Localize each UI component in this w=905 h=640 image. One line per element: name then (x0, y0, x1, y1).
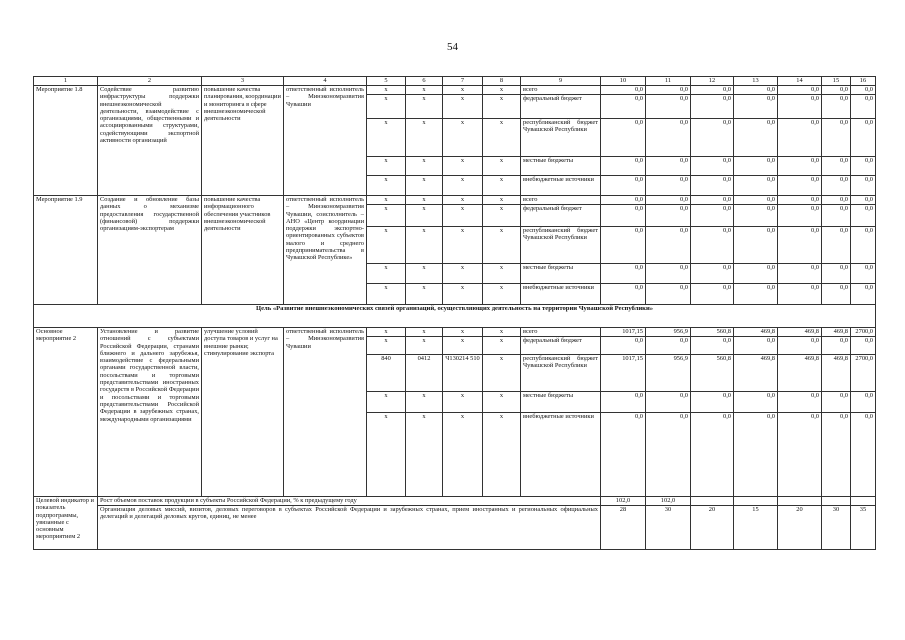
year-value: 0,0 (778, 157, 822, 176)
goal-row (34, 305, 876, 328)
grbs-code: x (367, 284, 406, 305)
funding-source: всего (521, 86, 601, 95)
expense-type-code: x (483, 157, 521, 176)
section-code: x (406, 264, 443, 284)
col-header: 4 (284, 77, 367, 86)
year-value: 1017,15 (601, 355, 646, 392)
year-value: 0,0 (778, 392, 822, 413)
target-article-code: x (443, 392, 483, 413)
year-value: 0,0 (646, 95, 691, 119)
funding-source: внебюджетные источники (521, 176, 601, 196)
year-value: 0,0 (691, 264, 734, 284)
funding-source: местные бюджеты (521, 157, 601, 176)
indicator-value: 20 (691, 506, 734, 550)
indicator-value: 35 (851, 506, 876, 550)
year-value: 0,0 (646, 284, 691, 305)
target-article-code: x (443, 119, 483, 157)
year-value: 1017,15 (601, 328, 646, 337)
year-value: 0,0 (851, 205, 876, 227)
col-header: 13 (734, 77, 778, 86)
year-value: 469,8 (734, 328, 778, 337)
column-number-row (34, 77, 876, 86)
year-value: 0,0 (601, 119, 646, 157)
grbs-code: x (367, 264, 406, 284)
year-value: 0,0 (822, 86, 851, 95)
expense-type-code: x (483, 196, 521, 205)
year-value: 0,0 (646, 337, 691, 355)
year-value: 0,0 (601, 176, 646, 196)
funding-source: всего (521, 328, 601, 337)
funding-source: внебюджетные источники (521, 284, 601, 305)
col-header: 2 (98, 77, 202, 86)
year-value: 0,0 (778, 95, 822, 119)
year-value: 956,9 (646, 355, 691, 392)
year-value: 0,0 (851, 95, 876, 119)
year-value: 0,0 (601, 284, 646, 305)
activity-code: Основное мероприятие 2 (34, 328, 98, 497)
grbs-code: x (367, 413, 406, 497)
year-value: 0,0 (691, 284, 734, 305)
year-value: 0,0 (691, 392, 734, 413)
expense-type-code: x (483, 227, 521, 264)
section-code: x (406, 392, 443, 413)
target-article-code: x (443, 205, 483, 227)
funding-source: местные бюджеты (521, 392, 601, 413)
year-value: 0,0 (822, 95, 851, 119)
year-value: 0,0 (851, 176, 876, 196)
grbs-code: 840 (367, 355, 406, 392)
col-header: 6 (406, 77, 443, 86)
activity-code: Мероприятие 1.8 (34, 86, 98, 196)
funding-source: внебюджетные источники (521, 413, 601, 497)
target-article-code: x (443, 264, 483, 284)
year-value: 0,0 (646, 264, 691, 284)
year-value: 0,0 (851, 86, 876, 95)
indicator-value: 30 (822, 506, 851, 550)
indicator-value: 28 (601, 506, 646, 550)
section-code: x (406, 227, 443, 264)
funding-source: республиканский бюджет Чувашской Республики (521, 355, 601, 392)
col-header: 1 (34, 77, 98, 86)
year-value: 469,8 (822, 355, 851, 392)
year-value: 560,8 (691, 355, 734, 392)
activity-name: Создание и обновление базы данных о механизме предоставления государственной (финансовой) поддержки организациям-экспортерам (98, 196, 202, 305)
funding-source: республиканский бюджет Чувашской Республики (521, 227, 601, 264)
section-code: x (406, 157, 443, 176)
year-value: 0,0 (822, 227, 851, 264)
year-value: 0,0 (601, 157, 646, 176)
indicator-value: 102,0 (601, 497, 646, 506)
funding-source: федеральный бюджет (521, 205, 601, 227)
year-value: 0,0 (646, 392, 691, 413)
indicator-value (778, 497, 822, 506)
grbs-code: x (367, 86, 406, 95)
section-code: x (406, 196, 443, 205)
grbs-code: x (367, 337, 406, 355)
year-value: 0,0 (601, 205, 646, 227)
section-code: 0412 (406, 355, 443, 392)
year-value: 0,0 (601, 196, 646, 205)
target-article-code: x (443, 413, 483, 497)
col-header: 3 (202, 77, 284, 86)
expense-type-code: x (483, 328, 521, 337)
year-value: 0,0 (851, 196, 876, 205)
year-value: 0,0 (646, 119, 691, 157)
year-value: 0,0 (734, 176, 778, 196)
year-value: 469,8 (822, 328, 851, 337)
funding-row (34, 196, 876, 205)
indicator-value: 102,0 (646, 497, 691, 506)
year-value: 0,0 (734, 157, 778, 176)
expense-type-code: x (483, 119, 521, 157)
indicator-value (822, 497, 851, 506)
section-code: x (406, 413, 443, 497)
program-table (33, 76, 876, 550)
target-article-code: x (443, 337, 483, 355)
target-article-code: x (443, 227, 483, 264)
section-code: x (406, 95, 443, 119)
indicator-value: 30 (646, 506, 691, 550)
col-header: 14 (778, 77, 822, 86)
expense-type-code: x (483, 337, 521, 355)
grbs-code: x (367, 176, 406, 196)
year-value: 0,0 (822, 264, 851, 284)
year-value: 0,0 (851, 284, 876, 305)
year-value: 0,0 (601, 95, 646, 119)
year-value: 0,0 (646, 86, 691, 95)
target-article-code: x (443, 284, 483, 305)
year-value: 0,0 (691, 337, 734, 355)
target-article-code: Ч130214 510 (443, 355, 483, 392)
section-code: x (406, 205, 443, 227)
executor: ответственный исполнитель – Минэкономразвития Чувашии, соисполнитель – АНО «Центр координации поддержки экспортно-ориентированных субъектов малого и среднего предпринимательства в Чувашской Республике» (284, 196, 367, 305)
activity-name: Содействие развитию инфраструктуры поддержки внешнеэкономической деятельности, взаимодействие с организациями, общественными и ассоциированными структурами, содействующими экспортной активности организаций (98, 86, 202, 196)
page-number: 54 (447, 41, 458, 53)
year-value: 0,0 (734, 227, 778, 264)
executor: ответственный исполнитель – Минэкономразвития Чувашии (284, 328, 367, 497)
target-article-code: x (443, 95, 483, 119)
year-value: 0,0 (691, 86, 734, 95)
year-value: 0,0 (601, 86, 646, 95)
year-value: 0,0 (778, 86, 822, 95)
year-value: 0,0 (646, 205, 691, 227)
col-header: 8 (483, 77, 521, 86)
year-value: 0,0 (734, 86, 778, 95)
year-value: 0,0 (691, 176, 734, 196)
year-value: 0,0 (691, 119, 734, 157)
year-value: 0,0 (734, 413, 778, 497)
year-value: 0,0 (646, 176, 691, 196)
year-value: 0,0 (778, 413, 822, 497)
indicator-value: 15 (734, 506, 778, 550)
year-value: 0,0 (822, 392, 851, 413)
year-value: 0,0 (851, 392, 876, 413)
year-value: 0,0 (734, 392, 778, 413)
indicator-row (34, 506, 876, 550)
year-value: 0,0 (691, 196, 734, 205)
year-value: 0,0 (734, 119, 778, 157)
year-value: 469,8 (778, 328, 822, 337)
section-code: x (406, 284, 443, 305)
year-value: 0,0 (601, 337, 646, 355)
year-value: 2700,0 (851, 355, 876, 392)
year-value: 0,0 (601, 227, 646, 264)
funding-row (34, 86, 876, 95)
year-value: 0,0 (822, 337, 851, 355)
year-value: 0,0 (778, 284, 822, 305)
expense-type-code: x (483, 176, 521, 196)
year-value: 0,0 (691, 413, 734, 497)
year-value: 0,0 (822, 176, 851, 196)
funding-source: всего (521, 196, 601, 205)
col-header: 5 (367, 77, 406, 86)
year-value: 0,0 (778, 227, 822, 264)
year-value: 0,0 (734, 95, 778, 119)
expense-type-code: x (483, 264, 521, 284)
year-value: 560,8 (691, 328, 734, 337)
year-value: 0,0 (601, 392, 646, 413)
expense-type-code: x (483, 413, 521, 497)
expected-result: повышение качества планирования, координации и мониторинга в сфере внешнеэкономической деятельности (202, 86, 284, 196)
expense-type-code: x (483, 86, 521, 95)
activity-code: Мероприятие 1.9 (34, 196, 98, 305)
funding-source: федеральный бюджет (521, 337, 601, 355)
year-value: 0,0 (646, 196, 691, 205)
year-value: 2700,0 (851, 328, 876, 337)
year-value: 0,0 (646, 227, 691, 264)
grbs-code: x (367, 328, 406, 337)
year-value: 0,0 (778, 264, 822, 284)
col-header: 9 (521, 77, 601, 86)
section-code: x (406, 337, 443, 355)
grbs-code: x (367, 227, 406, 264)
year-value: 0,0 (646, 413, 691, 497)
col-header: 11 (646, 77, 691, 86)
col-header: 10 (601, 77, 646, 86)
indicator-label: Целевой индикатор и показатель подпрограммы, увязанные с основным мероприятием 2 (34, 497, 98, 550)
executor: ответственный исполнитель – Минэкономразвития Чувашии (284, 86, 367, 196)
funding-source: местные бюджеты (521, 264, 601, 284)
section-code: x (406, 176, 443, 196)
expense-type-code: x (483, 355, 521, 392)
expected-result: улучшение условий доступа товаров и услуг на внешние рынки; стимулирование экспорта (202, 328, 284, 497)
year-value: 0,0 (822, 413, 851, 497)
year-value: 0,0 (778, 205, 822, 227)
year-value: 0,0 (851, 337, 876, 355)
indicator-text: Рост объемов поставок продукции в субъекты Российской Федерации, % к предыдущему году (98, 497, 601, 506)
year-value: 0,0 (851, 413, 876, 497)
section-code: x (406, 86, 443, 95)
expense-type-code: x (483, 205, 521, 227)
year-value: 0,0 (778, 119, 822, 157)
indicator-value (851, 497, 876, 506)
year-value: 0,0 (601, 413, 646, 497)
goal-heading: Цель «Развитие внешнеэкономических связей организаций, осуществляющих деятельность на территории Чувашской Республики» (34, 305, 876, 328)
year-value: 0,0 (778, 196, 822, 205)
year-value: 0,0 (851, 227, 876, 264)
target-article-code: x (443, 86, 483, 95)
expected-result: повышение качества информационного обеспечения участников внешнеэкономической деятельности (202, 196, 284, 305)
year-value: 0,0 (691, 227, 734, 264)
year-value: 0,0 (691, 157, 734, 176)
indicator-text: Организация деловых миссий, визитов, деловых переговоров в субъектах Российской Федерации и зарубежных странах, прием иностранных и региональных официальных делегаций и делегаций деловых кругов, единиц, не менее (98, 506, 601, 550)
grbs-code: x (367, 205, 406, 227)
grbs-code: x (367, 392, 406, 413)
year-value: 0,0 (646, 157, 691, 176)
target-article-code: x (443, 328, 483, 337)
year-value: 0,0 (822, 196, 851, 205)
expense-type-code: x (483, 392, 521, 413)
section-code: x (406, 328, 443, 337)
year-value: 0,0 (778, 176, 822, 196)
year-value: 0,0 (601, 264, 646, 284)
funding-source: республиканский бюджет Чувашской Республики (521, 119, 601, 157)
year-value: 0,0 (691, 95, 734, 119)
indicator-row (34, 497, 876, 506)
year-value: 0,0 (778, 337, 822, 355)
col-header: 7 (443, 77, 483, 86)
grbs-code: x (367, 119, 406, 157)
year-value: 956,9 (646, 328, 691, 337)
year-value: 0,0 (734, 196, 778, 205)
year-value: 0,0 (734, 264, 778, 284)
year-value: 0,0 (734, 337, 778, 355)
target-article-code: x (443, 196, 483, 205)
year-value: 0,0 (822, 205, 851, 227)
funding-source: федеральный бюджет (521, 95, 601, 119)
indicator-value (734, 497, 778, 506)
year-value: 0,0 (691, 205, 734, 227)
year-value: 469,8 (734, 355, 778, 392)
year-value: 469,8 (778, 355, 822, 392)
year-value: 0,0 (822, 119, 851, 157)
activity-name: Установление и развитие отношений с субъектами Российской Федерации, странами ближнего и дальнего зарубежья, взаимодействие с федеральными органами государственной власти, посольствами и торговыми представительствами иностранных государств в Российской Федерации и посольствами и торговыми представительствами Российской Федерации в зарубежных странах, международными организациями (98, 328, 202, 497)
col-header: 15 (822, 77, 851, 86)
year-value: 0,0 (851, 264, 876, 284)
table-body (34, 77, 876, 550)
year-value: 0,0 (822, 157, 851, 176)
expense-type-code: x (483, 284, 521, 305)
target-article-code: x (443, 176, 483, 196)
expense-type-code: x (483, 95, 521, 119)
col-header: 16 (851, 77, 876, 86)
indicator-value: 20 (778, 506, 822, 550)
year-value: 0,0 (851, 119, 876, 157)
grbs-code: x (367, 196, 406, 205)
section-code: x (406, 119, 443, 157)
col-header: 12 (691, 77, 734, 86)
funding-row (34, 328, 876, 337)
indicator-value (691, 497, 734, 506)
grbs-code: x (367, 157, 406, 176)
year-value: 0,0 (851, 157, 876, 176)
year-value: 0,0 (734, 284, 778, 305)
target-article-code: x (443, 157, 483, 176)
year-value: 0,0 (822, 284, 851, 305)
year-value: 0,0 (734, 205, 778, 227)
grbs-code: x (367, 95, 406, 119)
